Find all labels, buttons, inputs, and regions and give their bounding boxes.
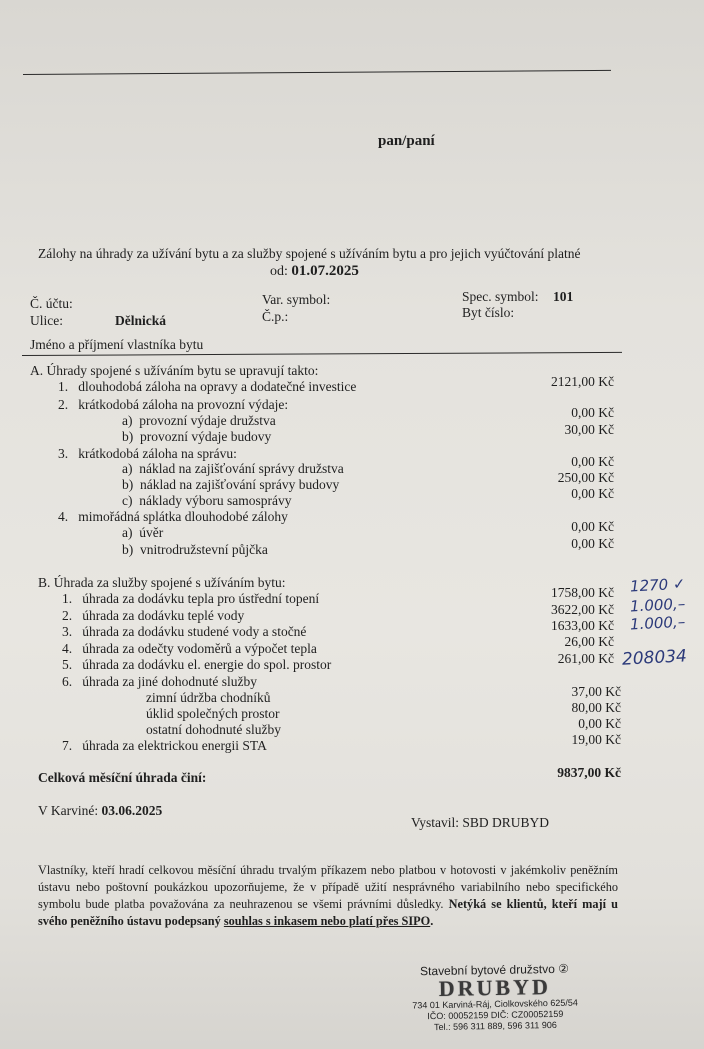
section-b-amount: 26,00 Kč bbox=[564, 634, 614, 649]
place-date bbox=[38, 803, 162, 819]
section-a-subitem: a) náklad na zajišťování správy družstva bbox=[122, 461, 344, 476]
section-a-amount: 0,00 Kč bbox=[571, 454, 614, 469]
section-a-subitem: a) úvěr bbox=[122, 525, 164, 540]
handwritten-note: 1.000,– bbox=[629, 594, 686, 616]
section-a-subitem: c) náklady výboru samosprávy bbox=[122, 493, 292, 508]
section-a-amount: 0,00 Kč bbox=[571, 519, 614, 534]
stamp-line-1: Stavební bytové družstvo ② bbox=[419, 961, 570, 979]
stamp-logo-name: DRUBYD bbox=[438, 974, 552, 1001]
section-b-amount: 80,00 Kč bbox=[571, 700, 621, 715]
section-b-amount: 37,00 Kč bbox=[571, 684, 621, 699]
street-value: Dělnická bbox=[115, 313, 167, 328]
owner-name-label: Jméno a příjmení vlastníka bytu bbox=[30, 337, 204, 352]
spec-symbol-label: Spec. symbol: bbox=[462, 289, 539, 304]
valid-from-label: od: bbox=[270, 264, 288, 279]
section-b-item: 1. úhrada za dodávku tepla pro ústřední topení bbox=[62, 591, 320, 606]
section-b-amount: 261,00 Kč bbox=[557, 651, 614, 666]
section-a-subitem: b) náklad na zajišťování správy budovy bbox=[122, 477, 340, 492]
stamp-ids: IČO: 00052159 DIČ: CZ00052159 bbox=[427, 1008, 564, 1022]
section-b-amount: 1633,00 Kč bbox=[551, 618, 614, 633]
section-b-amount: 0,00 Kč bbox=[578, 716, 621, 731]
section-b-amount: 3622,00 Kč bbox=[551, 602, 614, 617]
cooperative-stamp bbox=[394, 961, 595, 1033]
section-a-item: 4. mimořádná splátka dlouhodobé zálohy bbox=[58, 509, 288, 524]
valid-from bbox=[270, 263, 359, 280]
section-b-item: 2. úhrada za dodávku teplé vody bbox=[62, 608, 245, 623]
document-intro: Zálohy na úhrady za užívání bytu a za služby spojené s užíváním bytu a pro jejich vyúčtování platné bbox=[38, 246, 581, 261]
account-label: Č. účtu: bbox=[30, 296, 73, 311]
section-b-amount: 1758,00 Kč bbox=[551, 585, 614, 600]
handwritten-note: 1.000,– bbox=[629, 612, 686, 634]
section-a-subitem: a) provozní výdaje družstva bbox=[122, 413, 276, 428]
section-b-title: B. Úhrada za služby spojené s užíváním bytu: bbox=[38, 575, 286, 590]
salutation: pan/paní bbox=[378, 133, 435, 149]
section-a-title: A. Úhrady spojené s užíváním bytu se upravují takto: bbox=[30, 363, 319, 378]
section-a-amount: 2121,00 Kč bbox=[551, 374, 614, 389]
var-symbol-label: Var. symbol: bbox=[262, 292, 331, 307]
section-b-item: 6. úhrada za jiné dohodnuté služby bbox=[62, 674, 257, 689]
issued-by: Vystavil: SBD DRUBYD bbox=[411, 815, 550, 830]
address-divider-line bbox=[23, 70, 611, 75]
section-b-subitem: úklid společných prostor bbox=[146, 706, 280, 721]
section-a-amount: 0,00 Kč bbox=[571, 405, 614, 420]
section-b-item: 7. úhrada za elektrickou energii STA bbox=[62, 738, 267, 753]
payment-notice: Vlastníky, kteří hradí celkovou měsíční úhradu trvalým příkazem nebo platbou v hotovosti v jakémkoliv peněžním ústavu nebo poštovní poukázkou upozorňujeme, že v případě užití nesprávného variabilního nebo specifického symbolu bude platba považována za neuhrazenou se všemi právními důsledky. Netýká se klientů, kteří mají u svého peněžního ústavu podepsaný souhlas s inkasem nebo platí přes SIPO. bbox=[38, 863, 619, 928]
section-b-item: 5. úhrada za dodávku el. energie do spol. prostor bbox=[62, 657, 332, 672]
handwritten-note: 208034 bbox=[621, 646, 688, 670]
flat-number-label: Byt číslo: bbox=[462, 305, 515, 320]
section-a-item: 1. dlouhodobá záloha na opravy a dodatečné investice bbox=[58, 379, 357, 394]
section-a-amount: 0,00 Kč bbox=[571, 486, 614, 501]
section-a-item: 2. krátkodobá záloha na provozní výdaje: bbox=[58, 397, 289, 412]
total-amount: 9837,00 Kč bbox=[557, 765, 621, 780]
stamp-address: 734 01 Karviná-Ráj, Ciolkovského 625/54 bbox=[412, 997, 578, 1011]
valid-from-date: 01.07.2025 bbox=[291, 263, 359, 279]
section-b-subitem: zimní údržba chodníků bbox=[146, 690, 271, 705]
section-b-amount: 19,00 Kč bbox=[571, 732, 621, 747]
street-label: Ulice: bbox=[30, 313, 63, 328]
section-a-subitem: b) provozní výdaje budovy bbox=[122, 429, 272, 444]
section-b-item: 3. úhrada za dodávku studené vody a stočné bbox=[62, 624, 307, 639]
spec-symbol-value: 101 bbox=[553, 289, 574, 304]
section-a-item: 3. krátkodobá záloha na správu: bbox=[58, 446, 237, 461]
section-b-subitem: ostatní dohodnuté služby bbox=[146, 722, 281, 737]
section-a-amount: 250,00 Kč bbox=[557, 470, 614, 485]
cp-label: Č.p.: bbox=[262, 309, 289, 324]
section-b-item: 4. úhrada za odečty vodoměrů a výpočet tepla bbox=[62, 641, 317, 656]
place-label: V Karviné: bbox=[38, 803, 99, 818]
issue-date: 03.06.2025 bbox=[101, 803, 163, 818]
section-a-subitem: b) vnitrodružstevní půjčka bbox=[122, 542, 268, 557]
total-label: Celková měsíční úhrada činí: bbox=[38, 770, 207, 785]
stamp-phone: Tel.: 596 311 889, 596 311 906 bbox=[434, 1019, 557, 1033]
section-a-amount: 30,00 Kč bbox=[564, 422, 614, 437]
section-a-amount: 0,00 Kč bbox=[571, 536, 614, 551]
handwritten-note: 1270 ✓ bbox=[629, 574, 686, 596]
